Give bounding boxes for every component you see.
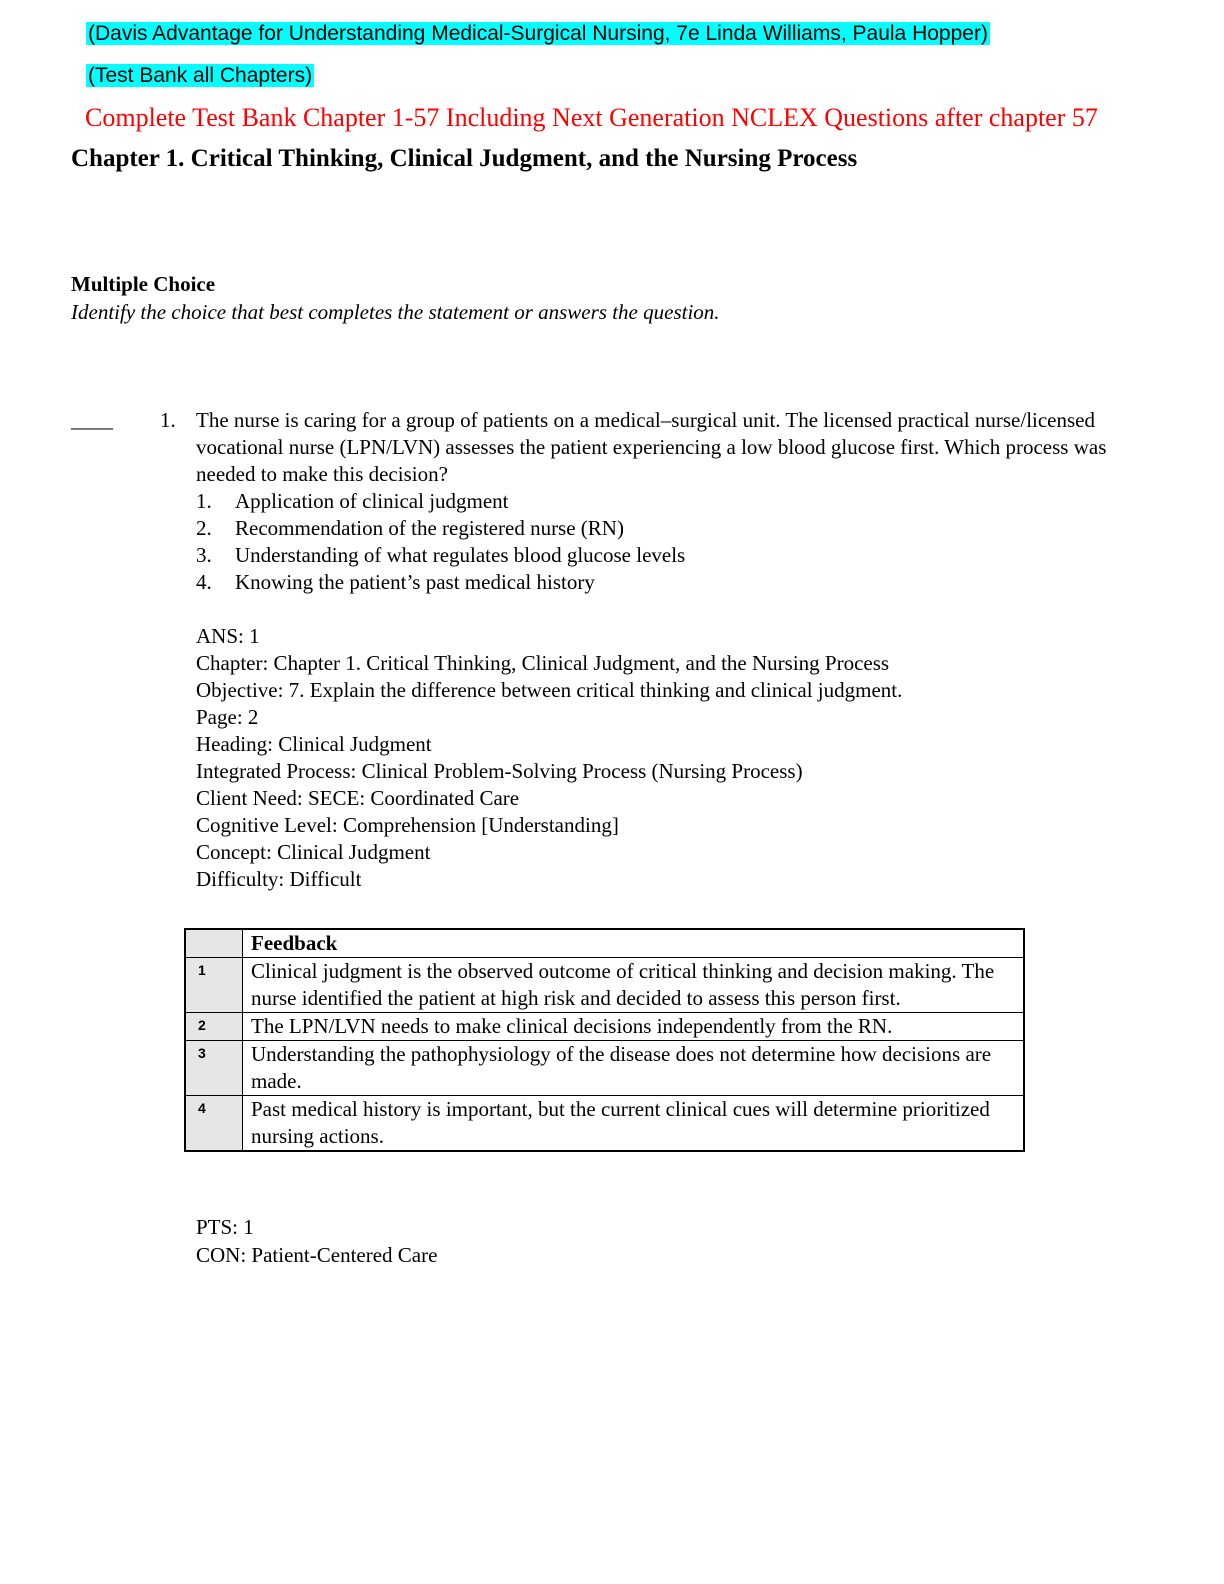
feedback-header-row bbox=[185, 929, 1024, 958]
feedback-row-text: Understanding the pathophysiology of the disease does not determine how decisions are made. bbox=[243, 1041, 1025, 1096]
feedback-row-text: Clinical judgment is the observed outcome of critical thinking and decision making. The nurse identified the patient at high risk and decided to assess this person first. bbox=[243, 958, 1025, 1013]
feedback-header: Feedback bbox=[243, 929, 1025, 958]
feedback-row-number: 1 bbox=[185, 958, 243, 1013]
concept-tag: CON: Patient-Centered Care bbox=[196, 1243, 438, 1267]
meta-difficulty: Difficulty: Difficult bbox=[196, 867, 362, 891]
feedback-row-text: Past medical history is important, but the current clinical cues will determine prioritized nursing actions. bbox=[243, 1096, 1025, 1152]
feedback-row-number: 4 bbox=[185, 1096, 243, 1152]
section-instruction: Identify the choice that best completes the statement or answers the question. bbox=[71, 300, 720, 324]
points-block bbox=[196, 1213, 437, 1269]
option-number: 1. bbox=[196, 489, 212, 513]
table-row bbox=[185, 1096, 1024, 1152]
test-bank-highlight bbox=[86, 63, 314, 89]
book-title-text: (Davis Advantage for Understanding Medical-Surgical Nursing, 7e Linda Williams, Paula Hopper) bbox=[88, 22, 988, 45]
table-row bbox=[185, 958, 1024, 1013]
points: PTS: 1 bbox=[196, 1215, 254, 1239]
meta-client-need: Client Need: SECE: Coordinated Care bbox=[196, 786, 520, 810]
option-item bbox=[196, 488, 1156, 515]
meta-integrated-process: Integrated Process: Clinical Problem-Solving Process (Nursing Process) bbox=[196, 759, 803, 783]
meta-cognitive-level: Cognitive Level: Comprehension [Understanding] bbox=[196, 813, 619, 837]
question-stem: The nurse is caring for a group of patients on a medical–surgical unit. The licensed practical nurse/licensed vocational nurse (LPN/LVN) assesses the patient experiencing a low blood glucose first. Which process was needed to make this decision? bbox=[196, 408, 1107, 486]
table-row bbox=[185, 1013, 1024, 1041]
question-metadata bbox=[196, 623, 1156, 893]
option-text: Knowing the patient’s past medical history bbox=[235, 570, 595, 594]
meta-heading: Heading: Clinical Judgment bbox=[196, 732, 432, 756]
meta-concept: Concept: Clinical Judgment bbox=[196, 840, 431, 864]
feedback-row-number: 3 bbox=[185, 1041, 243, 1096]
meta-objective: Objective: 7. Explain the difference between critical thinking and clinical judgment. bbox=[196, 678, 903, 702]
test-bank-text: (Test Bank all Chapters) bbox=[88, 64, 313, 87]
answer-key: ANS: 1 bbox=[196, 624, 260, 648]
meta-chapter: Chapter: Chapter 1. Critical Thinking, Clinical Judgment, and the Nursing Process bbox=[196, 651, 890, 675]
book-title-highlight bbox=[86, 21, 990, 47]
answer-options bbox=[196, 488, 1156, 596]
option-number: 3. bbox=[196, 543, 212, 567]
option-item bbox=[196, 542, 1156, 569]
option-text: Understanding of what regulates blood glucose levels bbox=[235, 543, 686, 567]
option-item bbox=[196, 515, 1156, 542]
option-item bbox=[196, 569, 1156, 596]
feedback-header-blank bbox=[185, 929, 243, 958]
option-number: 2. bbox=[196, 516, 212, 540]
feedback-table bbox=[184, 928, 1025, 1152]
complete-test-bank-note: Complete Test Bank Chapter 1-57 Including Next Generation NCLEX Questions after chapter 57 bbox=[85, 103, 1098, 132]
question-body bbox=[196, 407, 1156, 893]
table-row bbox=[185, 1041, 1024, 1096]
meta-page: Page: 2 bbox=[196, 705, 259, 729]
option-text: Application of clinical judgment bbox=[235, 489, 509, 513]
feedback-row-number: 2 bbox=[185, 1013, 243, 1041]
question-number: 1. bbox=[160, 408, 176, 432]
option-number: 4. bbox=[196, 570, 212, 594]
feedback-row-text: The LPN/LVN needs to make clinical decisions independently from the RN. bbox=[243, 1013, 1025, 1041]
answer-blank: ____ bbox=[71, 408, 113, 432]
chapter-title: Chapter 1. Critical Thinking, Clinical Judgment, and the Nursing Process bbox=[71, 145, 858, 172]
section-heading: Multiple Choice bbox=[71, 272, 216, 296]
option-text: Recommendation of the registered nurse (RN) bbox=[235, 516, 624, 540]
